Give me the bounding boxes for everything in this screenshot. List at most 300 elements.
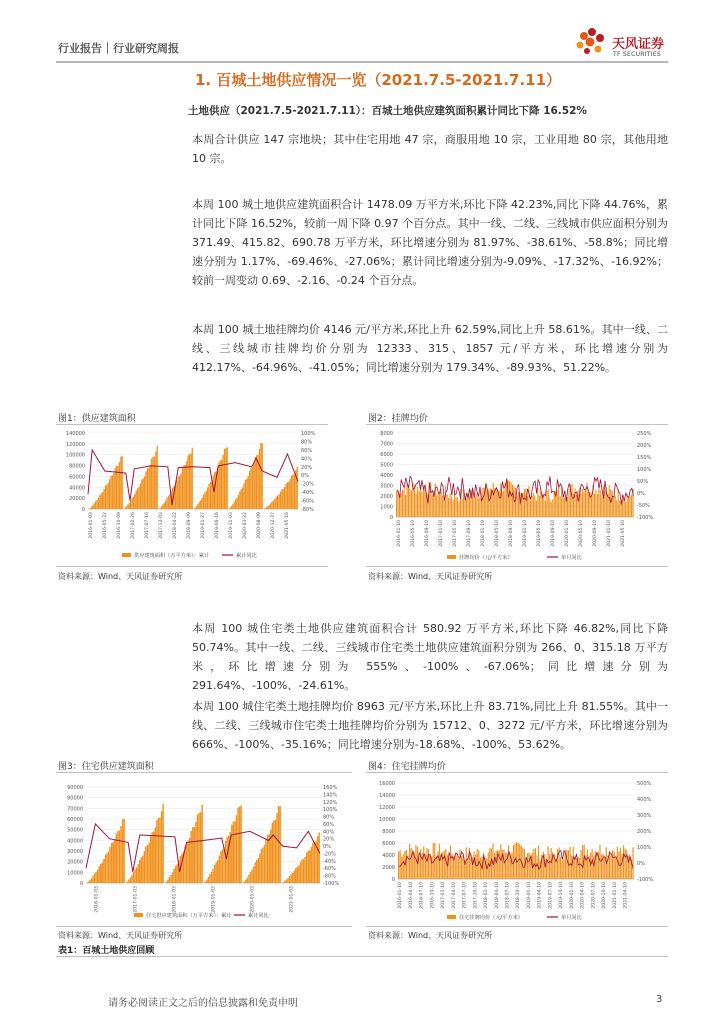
y-tick-label: 10000: [67, 870, 83, 877]
bar: [496, 488, 497, 517]
bar: [172, 872, 173, 883]
bar: [237, 808, 238, 883]
y-tick-label: 10000: [379, 817, 395, 823]
bar: [438, 492, 439, 517]
bar: [210, 482, 211, 509]
bar: [295, 868, 296, 883]
x-tick-label: 2019-04-10: [537, 882, 543, 909]
y-tick-label: 70000: [67, 806, 83, 813]
bar: [612, 850, 613, 879]
bar: [239, 807, 240, 883]
legend-line-label: 累计同比: [248, 913, 269, 919]
y2-tick-label: 100%: [637, 845, 652, 851]
y-tick-label: 7000: [380, 441, 393, 448]
page-number: 3: [656, 994, 663, 1005]
bar: [152, 832, 153, 883]
bar: [588, 492, 589, 517]
bar: [591, 495, 592, 517]
bar: [618, 489, 619, 517]
y-tick-label: 80000: [69, 463, 85, 470]
x-tick-label: 2019-05-10: [537, 520, 543, 547]
y2-tick-label: 80%: [323, 814, 335, 821]
y2-tick-label: 0%: [637, 491, 645, 497]
bar: [440, 856, 441, 879]
y-tick-label: 0: [391, 877, 395, 883]
bar: [113, 842, 114, 883]
y2-tick-label: -100%: [637, 515, 654, 521]
figure-2-caption: 图2：挂牌均价: [368, 414, 428, 424]
bar: [166, 882, 167, 883]
y2-tick-label: -20%: [301, 481, 314, 488]
bar: [539, 496, 540, 517]
y2-tick-label: 300%: [637, 813, 652, 819]
bar: [256, 860, 257, 883]
bar: [500, 844, 501, 879]
bar: [143, 478, 144, 509]
bar: [147, 845, 148, 883]
bar: [569, 847, 570, 879]
y2-tick-label: -40%: [323, 858, 336, 865]
bar: [205, 882, 206, 883]
bar: [138, 487, 139, 509]
y-tick-label: 80000: [67, 795, 83, 802]
bar: [475, 855, 476, 879]
bar: [204, 493, 205, 509]
bar: [415, 493, 416, 517]
y-tick-label: 50000: [67, 827, 83, 834]
bar: [94, 874, 95, 883]
bar: [137, 864, 138, 883]
y-tick-label: 40000: [69, 485, 85, 492]
bar: [426, 848, 427, 879]
bar: [253, 463, 254, 509]
bar: [139, 860, 140, 883]
table-1-caption: 表1：百城土地供应回顾: [58, 946, 155, 956]
bar: [239, 491, 240, 509]
x-tick-label: 2019-09-10: [551, 520, 557, 547]
bar: [551, 502, 552, 517]
bar: [478, 498, 479, 517]
y2-tick-label: 60%: [301, 447, 313, 454]
bar: [98, 866, 99, 883]
bar: [197, 504, 198, 509]
figure-2-source: 资料来源：Wind、天风证券研究所: [368, 572, 493, 581]
bar: [294, 474, 295, 509]
x-tick-label: 2018-01-03: [172, 886, 178, 913]
bar: [400, 493, 401, 517]
bar: [209, 874, 210, 883]
bar: [594, 494, 595, 517]
x-tick-label: 2018-05-10: [495, 520, 501, 547]
bar: [411, 490, 412, 517]
bar: [235, 499, 236, 509]
bar: [312, 843, 313, 883]
figure-1-source: 资料来源：Wind、天风证券研究所: [58, 572, 183, 581]
bar: [469, 496, 470, 517]
x-tick-label: 2019-11-03: [229, 512, 235, 539]
bar: [111, 843, 112, 883]
bar: [516, 496, 517, 517]
paragraph-listing-price: 本周 100 城土地挂牌均价 4146 元/平方米,环比上升 62.59%,同比上升 58.61%。其中一线、二线、三线城市挂牌均价分别为 12333、315、1857 元/平方米，环比增速分别为 412.17%、-64.96%、-41.05%；同比增速分别为 179.34%、-89.93%、51.22%。: [192, 323, 668, 374]
chart-residential-price: [366, 775, 668, 923]
bar: [463, 856, 464, 879]
bar: [543, 496, 544, 517]
bar: [127, 882, 128, 883]
bar: [518, 492, 519, 517]
x-tick-label: 2019-06-16: [215, 512, 221, 539]
bar: [251, 870, 252, 883]
bar: [631, 495, 632, 517]
bar: [162, 804, 163, 883]
bar: [303, 859, 304, 883]
bar: [150, 465, 151, 509]
y2-tick-label: 40%: [301, 456, 313, 463]
legend-bar-label: 供应建筑面积（万平方米）：累计: [134, 553, 210, 559]
bar: [289, 876, 290, 883]
bar: [181, 854, 182, 883]
bar: [622, 500, 623, 517]
bar: [155, 451, 156, 509]
bar: [284, 487, 285, 509]
bar: [502, 492, 503, 517]
bar: [180, 474, 181, 509]
bar: [522, 848, 523, 879]
bar: [400, 850, 401, 879]
bar: [190, 454, 191, 509]
bar: [159, 508, 160, 509]
bar: [292, 873, 293, 883]
x-tick-label: 2016-01-10: [398, 882, 404, 909]
bar: [488, 490, 489, 517]
bar: [130, 500, 131, 509]
bar: [277, 495, 278, 509]
bar: [409, 489, 410, 517]
figure-4-caption: 图4：住宅挂牌均价: [368, 762, 446, 772]
bar: [461, 856, 462, 879]
bar: [159, 818, 160, 883]
bar: [238, 495, 239, 509]
bar: [108, 483, 109, 509]
y2-tick-label: -80%: [301, 507, 314, 513]
bar: [545, 501, 546, 517]
bar: [459, 849, 460, 879]
y2-tick-label: 140%: [323, 792, 338, 799]
figure-3-bottom-rule: [56, 926, 352, 927]
bar: [186, 461, 187, 509]
bar: [192, 827, 193, 883]
y2-tick-label: 100%: [301, 431, 316, 437]
bar: [592, 849, 593, 879]
bar: [273, 820, 274, 883]
bar: [100, 864, 101, 883]
bar: [551, 848, 552, 879]
bar: [625, 502, 626, 517]
bar: [625, 849, 626, 879]
legend-bar-swatch: [122, 553, 131, 557]
bar: [265, 839, 266, 883]
bar: [418, 491, 419, 517]
bar: [540, 860, 541, 879]
bar: [131, 498, 132, 509]
bar: [301, 860, 302, 883]
figure-1-top-rule: [56, 424, 328, 425]
x-tick-label: 2020-08-09: [257, 512, 263, 539]
bar: [627, 494, 628, 517]
bar: [475, 497, 476, 517]
x-tick-label: 2018-09-09: [187, 512, 193, 539]
bar: [266, 507, 267, 509]
x-tick-label: 2021-04-10: [623, 882, 629, 909]
bar: [505, 483, 506, 517]
bar: [576, 858, 577, 879]
y-tick-label: 30000: [67, 849, 83, 855]
bar: [525, 489, 526, 517]
bar: [503, 490, 504, 517]
bar: [561, 487, 562, 517]
bar: [244, 881, 245, 883]
bar: [609, 485, 610, 517]
bar: [259, 853, 260, 883]
bar: [92, 505, 93, 509]
x-tick-label: 2016-04-10: [408, 882, 414, 909]
bar: [233, 822, 234, 883]
bar: [187, 841, 188, 883]
figure-4-bottom-rule: [366, 926, 668, 927]
x-tick-label: 2017-07-16: [145, 512, 151, 539]
bar: [587, 850, 588, 879]
bar: [396, 491, 397, 517]
legend-bar-label: 住宅挂牌均价（元/平方米）: [459, 915, 523, 921]
brand-name: 天风证券: [612, 37, 665, 52]
bar: [116, 833, 117, 883]
y-tick-label: 5000: [380, 462, 393, 469]
bar: [480, 858, 481, 879]
bar: [288, 482, 289, 509]
bar: [120, 826, 121, 883]
bar: [203, 495, 204, 509]
bar: [499, 850, 500, 879]
bar: [253, 867, 254, 883]
bar: [169, 877, 170, 883]
brand-logo-icon: [570, 26, 610, 58]
bar: [432, 495, 433, 517]
bar: [451, 497, 452, 517]
bar: [224, 449, 225, 509]
bar: [186, 842, 187, 883]
bar: [535, 848, 536, 879]
bar: [560, 496, 561, 517]
bar: [524, 489, 525, 517]
bar: [619, 501, 620, 517]
bar: [297, 467, 298, 509]
bar: [569, 489, 570, 517]
bar: [292, 475, 293, 509]
bar: [201, 498, 202, 509]
bar: [407, 856, 408, 879]
bar: [439, 844, 440, 879]
bar: [227, 447, 228, 509]
bar: [560, 857, 561, 879]
y-tick-label: 140000: [65, 431, 85, 437]
bar: [616, 500, 617, 517]
bar: [493, 483, 494, 517]
bar: [259, 449, 260, 509]
y2-tick-label: 100%: [323, 807, 338, 814]
bar: [275, 820, 276, 883]
bar: [466, 499, 467, 517]
bar: [120, 457, 121, 509]
bar: [161, 506, 162, 509]
x-tick-label: 2017-02-26: [131, 512, 137, 539]
y2-tick-label: 150%: [637, 455, 652, 461]
bar: [290, 479, 291, 509]
bar: [573, 847, 574, 879]
bar: [157, 446, 158, 509]
y2-tick-label: 200%: [637, 443, 652, 449]
bar: [557, 849, 558, 879]
chart-supply-area: [56, 427, 328, 563]
bar: [182, 468, 183, 509]
bar: [126, 506, 127, 509]
legend-bar-swatch: [134, 913, 143, 917]
bar: [496, 851, 497, 879]
bar: [304, 857, 305, 883]
bar: [276, 497, 277, 509]
bar: [527, 496, 528, 517]
bar: [197, 814, 198, 883]
bar: [479, 498, 480, 517]
bar: [529, 853, 530, 879]
bar: [123, 819, 124, 883]
bar: [298, 865, 299, 883]
x-tick-label: 2020-09-10: [593, 520, 599, 547]
bar: [536, 856, 537, 879]
bar: [176, 480, 177, 509]
bar: [206, 880, 207, 883]
bar: [617, 847, 618, 879]
bar: [131, 875, 132, 883]
bar: [537, 488, 538, 517]
bar: [610, 489, 611, 517]
bar: [450, 494, 451, 517]
bar: [536, 501, 537, 517]
y2-tick-label: -100%: [323, 881, 340, 887]
bar: [411, 848, 412, 879]
bar: [161, 811, 162, 883]
bar: [473, 498, 474, 517]
y-tick-label: 20000: [67, 859, 83, 866]
bar: [457, 497, 458, 517]
bar: [105, 486, 106, 509]
bar: [108, 852, 109, 883]
bar: [564, 498, 565, 517]
bar: [403, 489, 404, 517]
x-tick-label: 2016-09-10: [425, 520, 431, 547]
bar: [221, 460, 222, 509]
bar: [582, 845, 583, 879]
bar: [248, 476, 249, 509]
bar: [112, 475, 113, 509]
bar: [278, 494, 279, 509]
bar: [170, 875, 171, 883]
y2-tick-label: 120%: [323, 799, 338, 806]
bar: [185, 465, 186, 509]
bar: [144, 476, 145, 509]
bar: [273, 501, 274, 509]
y-tick-label: 0: [79, 881, 83, 887]
x-tick-label: 2020-04-10: [580, 882, 586, 909]
bar: [89, 880, 90, 883]
y2-tick-label: 0%: [323, 844, 331, 851]
y-tick-label: 8000: [382, 829, 395, 835]
bar: [134, 494, 135, 509]
x-tick-label: 2020-12-27: [271, 512, 277, 539]
x-tick-label: 2019-10-10: [559, 882, 565, 909]
bar: [409, 844, 410, 879]
bar: [458, 501, 459, 517]
bar: [456, 856, 457, 879]
bar: [281, 489, 282, 509]
bar: [593, 856, 594, 879]
bar: [442, 496, 443, 517]
y2-tick-label: 60%: [323, 821, 335, 828]
x-tick-label: 2020-01-03: [250, 886, 256, 913]
bar: [232, 504, 233, 509]
section-subtitle: 土地供应（2021.7.5-2021.7.11）：百城土地供应建筑面积累计同比下降 16.52%: [188, 105, 587, 117]
bar: [217, 860, 218, 883]
bar: [580, 494, 581, 517]
bar: [128, 879, 129, 883]
bar: [173, 869, 174, 883]
bar: [270, 503, 271, 509]
bar: [548, 489, 549, 517]
bar: [258, 858, 259, 883]
bar: [530, 501, 531, 517]
x-tick-label: 2018-10-10: [516, 882, 522, 909]
bar: [269, 505, 270, 509]
x-tick-label: 2016-05-10: [411, 520, 417, 547]
bar: [229, 508, 230, 509]
bar: [505, 852, 506, 879]
x-tick-label: 2019-07-10: [548, 882, 554, 909]
paragraph-supply-count: 本周合计供应 147 宗地块；其中住宅用地 47 宗，商服用地 10 宗，工业用地 80 宗，其他用地 10 宗。: [192, 133, 668, 165]
bar: [554, 491, 555, 517]
bar: [297, 867, 298, 883]
bar: [445, 849, 446, 879]
x-tick-label: 2016-01-03: [89, 512, 95, 539]
bar: [152, 457, 153, 509]
figure-3-top-rule: [56, 772, 352, 773]
bar: [250, 872, 251, 883]
bar: [405, 495, 406, 517]
bar: [225, 448, 226, 509]
bar: [272, 823, 273, 883]
y2-tick-label: 400%: [637, 797, 652, 803]
figure-4-top-rule: [366, 772, 668, 773]
bar: [212, 869, 213, 883]
x-tick-label: 2018-01-10: [481, 520, 487, 547]
bar: [261, 849, 262, 883]
bar: [187, 455, 188, 509]
bar: [98, 498, 99, 509]
bar: [441, 489, 442, 517]
bar: [403, 854, 404, 879]
bar: [585, 490, 586, 517]
bar: [231, 825, 232, 883]
bar: [278, 806, 279, 883]
bar: [283, 489, 284, 509]
x-tick-label: 2021-01-03: [289, 886, 295, 913]
